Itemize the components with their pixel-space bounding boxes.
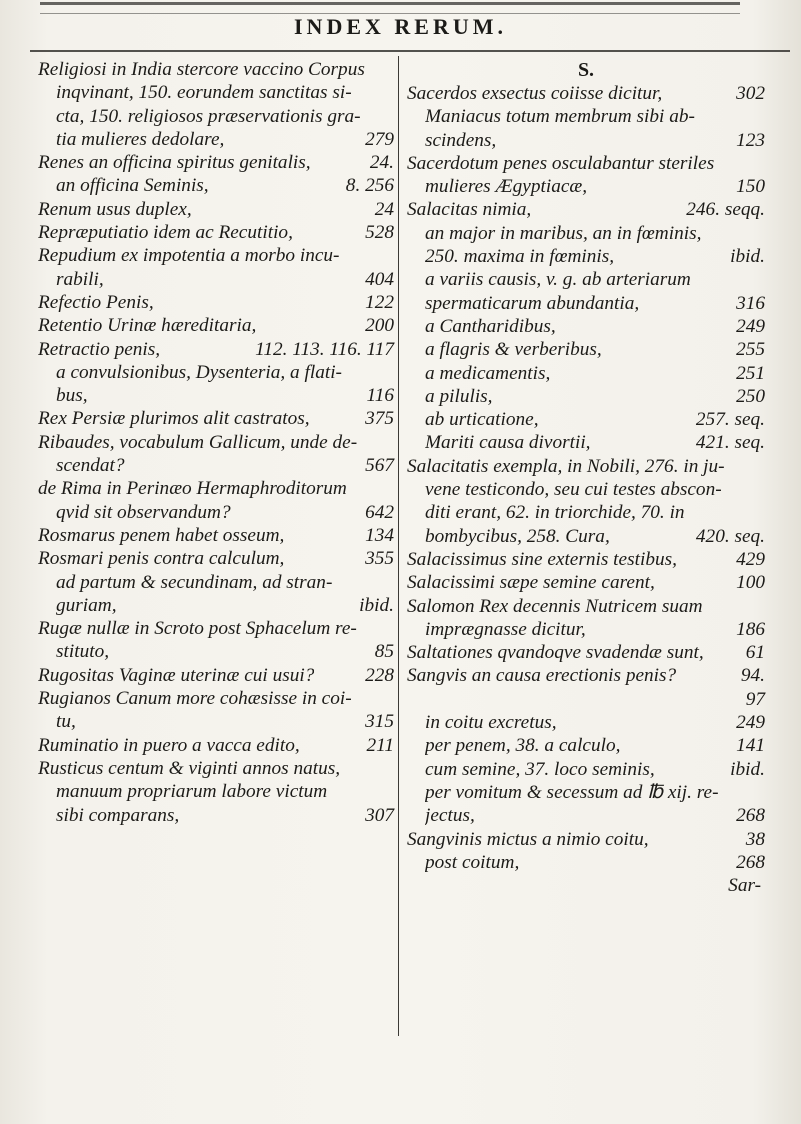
page-reference: 528 (365, 222, 394, 244)
entry-line (407, 501, 765, 524)
entry-text: imprægnasse dicitur, (425, 618, 586, 640)
index-entry (38, 734, 394, 757)
page-reference: 268 (736, 805, 765, 827)
entry-text: a variis causis, v. g. ab arteriarum (425, 269, 691, 291)
page-reference: 61 (745, 642, 765, 664)
entry-text: Repræputiatio idem ac Recutitio, (38, 222, 293, 244)
entry-line (38, 734, 394, 757)
entry-line (38, 361, 394, 384)
entry-text: per vomitum & secessum ad ℔ xij. re- (425, 781, 719, 803)
index-entry (38, 338, 394, 408)
entry-text: guriam, (56, 594, 117, 616)
index-entry (38, 524, 394, 547)
entry-line (38, 501, 394, 524)
entry-line (407, 315, 765, 338)
page-reference: 134 (365, 524, 394, 546)
page-reference: 123 (736, 129, 765, 151)
entry-text: jectus, (425, 805, 475, 827)
entry-line (407, 385, 765, 408)
entry-line (407, 105, 765, 128)
entry-line (38, 151, 394, 174)
page-reference: 251 (736, 362, 765, 384)
page-reference: 141 (736, 735, 765, 757)
entry-text: in coitu excretus, (425, 712, 557, 734)
entry-text: tu, (56, 711, 76, 733)
entry-line (407, 455, 765, 478)
entry-line (407, 595, 765, 618)
entry-text: Rosmarus penem habet osseum, (38, 524, 285, 546)
entry-text: bus, (56, 385, 88, 407)
entry-text: Rex Persiæ plurimos alit castratos, (38, 408, 310, 430)
page-header: INDEX RERUM. (294, 14, 507, 39)
page-reference: 112. 113. 116. 117 (255, 338, 394, 360)
entry-line (407, 571, 765, 594)
entry-line (38, 571, 394, 594)
page-reference: 24. (369, 152, 394, 174)
entry-line (407, 175, 765, 198)
page-reference: 200 (365, 315, 394, 337)
column-divider (398, 56, 399, 1036)
entry-line (407, 82, 765, 105)
entry-line (38, 58, 394, 81)
top-decorative-rule (40, 2, 740, 14)
index-entry (407, 664, 765, 827)
entry-text: 250. maxima in fœminis, (425, 246, 615, 268)
page-reference: 100 (736, 572, 765, 594)
entry-text: Sangvinis mictus a nimio coitu, (407, 828, 649, 850)
index-entry (38, 198, 394, 221)
entry-text: inqvinant, 150. eorundem sanctitas si- (56, 82, 352, 104)
entry-line (407, 362, 765, 385)
page-reference: 315 (365, 711, 394, 733)
entry-text: vene testicondo, seu cui testes abscon- (425, 479, 722, 501)
entry-text: scendat? (56, 455, 125, 477)
index-entry (38, 547, 394, 617)
index-entry (407, 571, 765, 594)
index-entry (38, 58, 394, 151)
page-reference: 122 (365, 291, 394, 313)
page-reference: 429 (736, 548, 765, 570)
entry-line (407, 478, 765, 501)
index-entry (407, 198, 765, 454)
page-reference: 316 (736, 292, 765, 314)
page-reference: 268 (736, 851, 765, 873)
page-reference: 228 (365, 664, 394, 686)
entry-text: Retentio Urinæ hæreditaria, (38, 315, 257, 337)
section-letter: S. (577, 59, 595, 81)
entry-line (407, 408, 765, 431)
entry-text: Sacerdos exsectus coiisse dicitur, (407, 83, 663, 104)
index-entry (407, 82, 765, 152)
page-reference: 150 (736, 176, 765, 198)
page-reference: 97 (745, 688, 765, 710)
entry-text: per penem, 38. a calculo, (425, 735, 621, 757)
page-reference: 8. 256 (345, 175, 394, 197)
entry-line (407, 734, 765, 757)
right-column (407, 58, 765, 897)
entry-text: scindens, (425, 129, 497, 151)
entry-line (38, 547, 394, 570)
page-reference: 420. seq. (695, 525, 765, 547)
entry-line (38, 431, 394, 454)
entry-text: an officina Seminis, (56, 175, 209, 197)
page-reference: 24 (374, 198, 394, 220)
index-entry (38, 617, 394, 664)
entry-line (407, 688, 765, 711)
page-reference: 94. (740, 665, 765, 687)
entry-line (407, 758, 765, 781)
entry-text: a medicamentis, (425, 362, 551, 384)
entry-line (407, 152, 765, 175)
index-entry (38, 174, 394, 197)
entry-text: Rugianos Canum more cohæsisse in coi- (38, 688, 352, 710)
entry-text: a Cantharidibus, (425, 315, 556, 337)
entry-text: Renum usus duplex, (38, 198, 192, 220)
entry-line (38, 407, 394, 430)
catchword: Sar- (728, 875, 761, 897)
entry-line (407, 548, 765, 571)
entry-line (38, 687, 394, 710)
index-entry (38, 664, 394, 687)
index-entry (407, 828, 765, 875)
page-reference: 255 (736, 339, 765, 361)
page-reference: ibid. (730, 758, 765, 780)
entry-text: ad partum & secundinam, ad stran- (56, 571, 333, 593)
page-reference: 307 (365, 804, 394, 826)
page-reference: 186 (736, 618, 765, 640)
entry-text: diti erant, 62. in triorchide, 70. in (425, 502, 685, 524)
page-reference: 211 (366, 734, 394, 756)
entry-text: manuum propriarum labore victum (56, 781, 328, 803)
entry-line (38, 757, 394, 780)
entry-text: Religiosi in India stercore vaccino Corpus (38, 59, 365, 80)
entry-line (38, 780, 394, 803)
entry-line (407, 851, 765, 874)
entry-text: Ribaudes, vocabulum Gallicum, unde de- (38, 431, 358, 453)
page-reference: 375 (365, 408, 394, 430)
index-entry (38, 221, 394, 244)
entry-text: qvid sit observandum? (56, 501, 231, 523)
index-entry (407, 595, 765, 642)
index-entry (38, 151, 394, 174)
entry-text: spermaticarum abundantia, (425, 292, 640, 314)
entry-text: Salomon Rex decennis Nutricem suam (407, 595, 703, 617)
entry-line (38, 221, 394, 244)
entry-text: Rugositas Vaginæ uterinæ cui usui? (38, 664, 315, 686)
page-reference: 257. seq. (695, 409, 765, 431)
entry-line (38, 198, 394, 221)
page-reference: 249 (736, 315, 765, 337)
left-column (38, 58, 394, 827)
page-reference: ibid. (730, 246, 765, 268)
entry-text: a pilulis, (425, 385, 493, 407)
entry-text: bombycibus, 258. Cura, (425, 525, 610, 547)
entry-text: Saltationes qvandoqve svadendæ sunt, (407, 642, 704, 664)
entry-line (407, 431, 765, 454)
entry-line (38, 244, 394, 267)
entry-line (407, 129, 765, 152)
entry-text: sibi comparans, (56, 804, 180, 826)
page-reference: 38 (745, 828, 765, 850)
entry-text: a convulsionibus, Dysenteria, a flati- (56, 361, 342, 383)
index-entry (38, 757, 394, 827)
entry-text: mulieres Ægyptiacæ, (425, 176, 588, 198)
entry-text: cta, 150. religiosos præservationis gra- (56, 105, 361, 127)
entry-text: Rugæ nullæ in Scroto post Sphacelum re- (38, 618, 357, 640)
entry-line (407, 804, 765, 827)
entry-text: Retractio penis, (38, 338, 161, 360)
index-entry (407, 152, 765, 199)
entry-line (407, 338, 765, 361)
page-reference: 279 (365, 128, 394, 150)
entry-text: Rusticus centum & viginti annos natus, (38, 757, 341, 779)
entry-text: de Rima in Perinæo Hermaphroditorum (38, 478, 347, 500)
right-column-entries (407, 82, 765, 874)
index-entry (38, 314, 394, 337)
entry-text: Salacissimus sine externis testibus, (407, 548, 677, 570)
page-reference: 567 (365, 455, 394, 477)
entry-line (407, 292, 765, 315)
entry-line (38, 338, 394, 361)
entry-line (38, 804, 394, 827)
page-reference: 421. seq. (695, 432, 765, 454)
index-entry (407, 548, 765, 571)
entry-line (407, 245, 765, 268)
entry-line (38, 710, 394, 733)
entry-text: Rosmari penis contra calculum, (38, 548, 285, 570)
entry-text: rabili, (56, 268, 104, 290)
index-entry (38, 687, 394, 734)
entry-line (38, 617, 394, 640)
entry-line (38, 268, 394, 291)
entry-text: ab urticatione, (425, 409, 539, 431)
page-reference: 249 (736, 712, 765, 734)
entry-line (407, 641, 765, 664)
entry-line (407, 711, 765, 734)
page-reference: 85 (374, 641, 394, 663)
entry-text: cum semine, 37. loco seminis, (425, 758, 655, 780)
index-entry (38, 431, 394, 478)
page-reference: 246. seqq. (686, 199, 765, 221)
entry-line (407, 781, 765, 804)
entry-text: Salacitatis exempla, in Nobili, 276. in ju- (407, 455, 725, 477)
entry-line (38, 128, 394, 151)
index-entry (38, 244, 394, 291)
entry-line (407, 222, 765, 245)
entry-text: Mariti causa divortii, (425, 432, 591, 454)
page-reference: 302 (736, 83, 765, 104)
entry-text: Sacerdotum penes osculabantur steriles (407, 152, 715, 174)
entry-text: Refectio Penis, (38, 291, 154, 313)
entry-text: Ruminatio in puero a vacca edito, (38, 734, 300, 756)
entry-text: Salacissimi sæpe semine carent, (407, 572, 655, 594)
index-entry (38, 477, 394, 524)
entry-text: tia mulieres dedolare, (56, 128, 225, 150)
entry-text: Salacitas nimia, (407, 199, 532, 221)
page-reference: 355 (365, 548, 394, 570)
entry-line (38, 81, 394, 104)
entry-text: post coitum, (425, 851, 520, 873)
entry-line (407, 198, 765, 221)
index-entry (38, 407, 394, 430)
entry-text: an major in maribus, an in fœminis, (425, 222, 702, 244)
entry-line (38, 594, 394, 617)
entry-text: Repudium ex impotentia a morbo incu- (38, 245, 340, 267)
entry-line (38, 640, 394, 663)
entry-line (38, 314, 394, 337)
page-reference: 642 (365, 501, 394, 523)
entry-line (407, 525, 765, 548)
entry-line (38, 105, 394, 128)
entry-line (38, 174, 394, 197)
entry-text: Renes an officina spiritus genitalis, (38, 152, 311, 174)
entry-line (38, 664, 394, 687)
page-reference: 250 (736, 385, 765, 407)
index-entry (407, 641, 765, 664)
page-reference: 116 (366, 385, 394, 407)
index-entry (407, 455, 765, 548)
entry-line (38, 291, 394, 314)
entry-line (407, 618, 765, 641)
entry-line (38, 384, 394, 407)
entry-line (38, 524, 394, 547)
entry-text: a flagris & verberibus, (425, 339, 602, 361)
entry-line (407, 664, 765, 687)
header-rule (30, 50, 790, 52)
entry-line (407, 828, 765, 851)
entry-text: Maniacus totum membrum sibi ab- (425, 106, 695, 128)
entry-text: Sangvis an causa erectionis penis? (407, 665, 677, 687)
entry-line (38, 454, 394, 477)
index-entry (38, 291, 394, 314)
entry-line (38, 477, 394, 500)
page-reference: 404 (365, 268, 394, 290)
entry-line (407, 268, 765, 291)
page-reference: ibid. (359, 594, 394, 616)
entry-text: stituto, (56, 641, 110, 663)
